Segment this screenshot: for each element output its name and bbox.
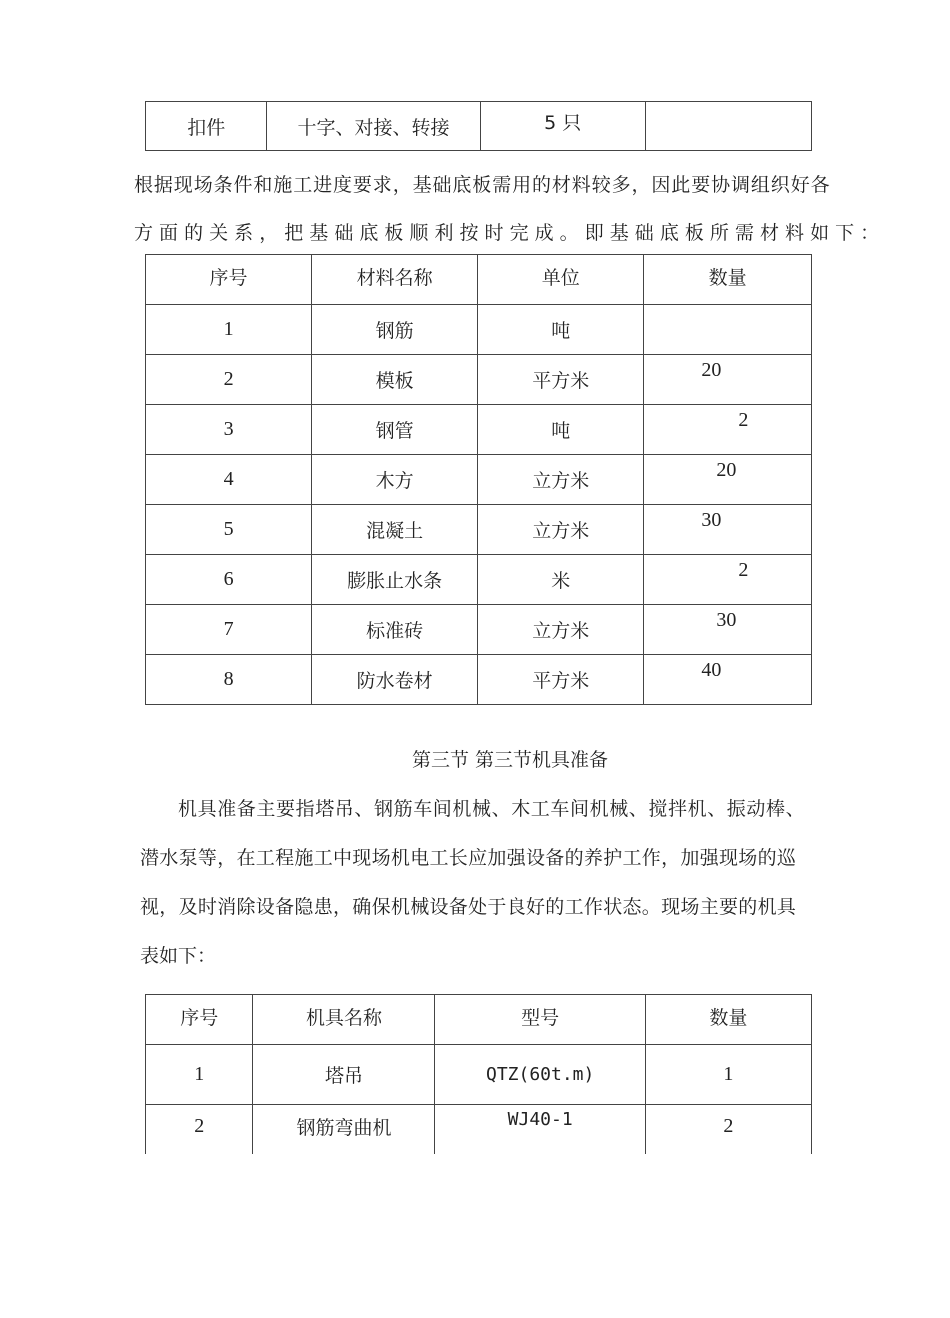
table-cell: 钢筋 — [312, 305, 478, 355]
table-cell: 30 — [644, 605, 812, 655]
table-cell: 30 — [644, 505, 812, 555]
table-row — [146, 1105, 812, 1155]
table-cell: 膨胀止水条 — [312, 555, 478, 605]
materials-table — [145, 254, 812, 705]
table-row — [146, 555, 812, 605]
equipment-table — [145, 994, 812, 1154]
paragraph-line: 根据现场条件和施工进度要求，基础底板需用的材料较多，因此要协调组织好各 — [134, 174, 831, 196]
table-row — [146, 605, 812, 655]
table-cell — [644, 305, 812, 355]
table-cell: 2 — [644, 405, 812, 455]
table-cell: 钢管 — [312, 405, 478, 455]
column-header: 单位 — [478, 255, 644, 305]
table-cell: 吨 — [478, 305, 644, 355]
table-cell: QTZ(60t.m) — [435, 1045, 645, 1105]
table-row — [146, 1045, 812, 1105]
table-cell: 3 — [146, 405, 312, 455]
table-cell: 2 — [644, 555, 812, 605]
equipment-table-clip — [145, 994, 814, 1154]
fastener-table — [145, 101, 812, 151]
table-header-row — [146, 995, 812, 1045]
table-cell: 标准砖 — [312, 605, 478, 655]
table-cell: 混凝土 — [312, 505, 478, 555]
table-cell: 1 — [146, 305, 312, 355]
table-cell: 吨 — [478, 405, 644, 455]
table-cell: 立方米 — [478, 505, 644, 555]
table-cell: 20 — [644, 355, 812, 405]
table-cell: 5 — [146, 505, 312, 555]
paragraph-line: 潜水泵等，在工程施工中现场机电工长应加强设备的养护工作，加强现场的巡 — [140, 847, 797, 869]
table-cell: 米 — [478, 555, 644, 605]
table-cell: 5 只 — [480, 102, 645, 151]
table-cell: 1 — [645, 1045, 811, 1105]
column-header: 序号 — [146, 255, 312, 305]
table-cell: 扣件 — [146, 102, 267, 151]
section-title: 第三节 第三节机具准备 — [412, 749, 609, 771]
column-header: 机具名称 — [253, 995, 435, 1045]
table-row — [146, 455, 812, 505]
column-header: 材料名称 — [312, 255, 478, 305]
table-cell — [645, 102, 811, 151]
paragraph-line: 表如下： — [140, 945, 217, 967]
column-header: 型号 — [435, 995, 645, 1045]
table-cell: 20 — [644, 455, 812, 505]
table-cell: 1 — [146, 1045, 253, 1105]
table-row — [146, 305, 812, 355]
table-cell: 40 — [644, 655, 812, 705]
table-cell: 2 — [645, 1105, 811, 1155]
table-cell: 7 — [146, 605, 312, 655]
table-cell: 模板 — [312, 355, 478, 405]
column-header: 数量 — [645, 995, 811, 1045]
table-cell: 2 — [146, 1105, 253, 1155]
paragraph-line: 机具准备主要指塔吊、钢筋车间机械、木工车间机械、搅拌机、振动棒、 — [178, 798, 806, 820]
table-cell: 8 — [146, 655, 312, 705]
table-cell: 2 — [146, 355, 312, 405]
table-cell: 4 — [146, 455, 312, 505]
table-cell: 十字、对接、转接 — [267, 102, 480, 151]
table-cell: 平方米 — [478, 355, 644, 405]
table-header-row — [146, 255, 812, 305]
column-header: 序号 — [146, 995, 253, 1045]
paragraph-line: 视，及时消除设备隐患，确保机械设备处于良好的工作状态。现场主要的机具 — [140, 896, 797, 918]
table-cell: 防水卷材 — [312, 655, 478, 705]
table-cell: 木方 — [312, 455, 478, 505]
table-cell: 钢筋弯曲机 — [253, 1105, 435, 1155]
table-row — [146, 102, 812, 151]
table-cell: 6 — [146, 555, 312, 605]
table-row — [146, 655, 812, 705]
table-cell: 平方米 — [478, 655, 644, 705]
table-row — [146, 505, 812, 555]
table-cell: 立方米 — [478, 605, 644, 655]
table-row — [146, 405, 812, 455]
table-cell: 立方米 — [478, 455, 644, 505]
column-header: 数量 — [644, 255, 812, 305]
table-cell: 塔吊 — [253, 1045, 435, 1105]
paragraph-line: 方 面 的 关 系 ， 把 基 础 底 板 顺 利 按 时 完 成 。 即 基 础 底 板 所 需 材 料 如 下 ： — [134, 222, 880, 244]
table-cell: WJ40-1 — [435, 1105, 645, 1155]
table-row — [146, 355, 812, 405]
